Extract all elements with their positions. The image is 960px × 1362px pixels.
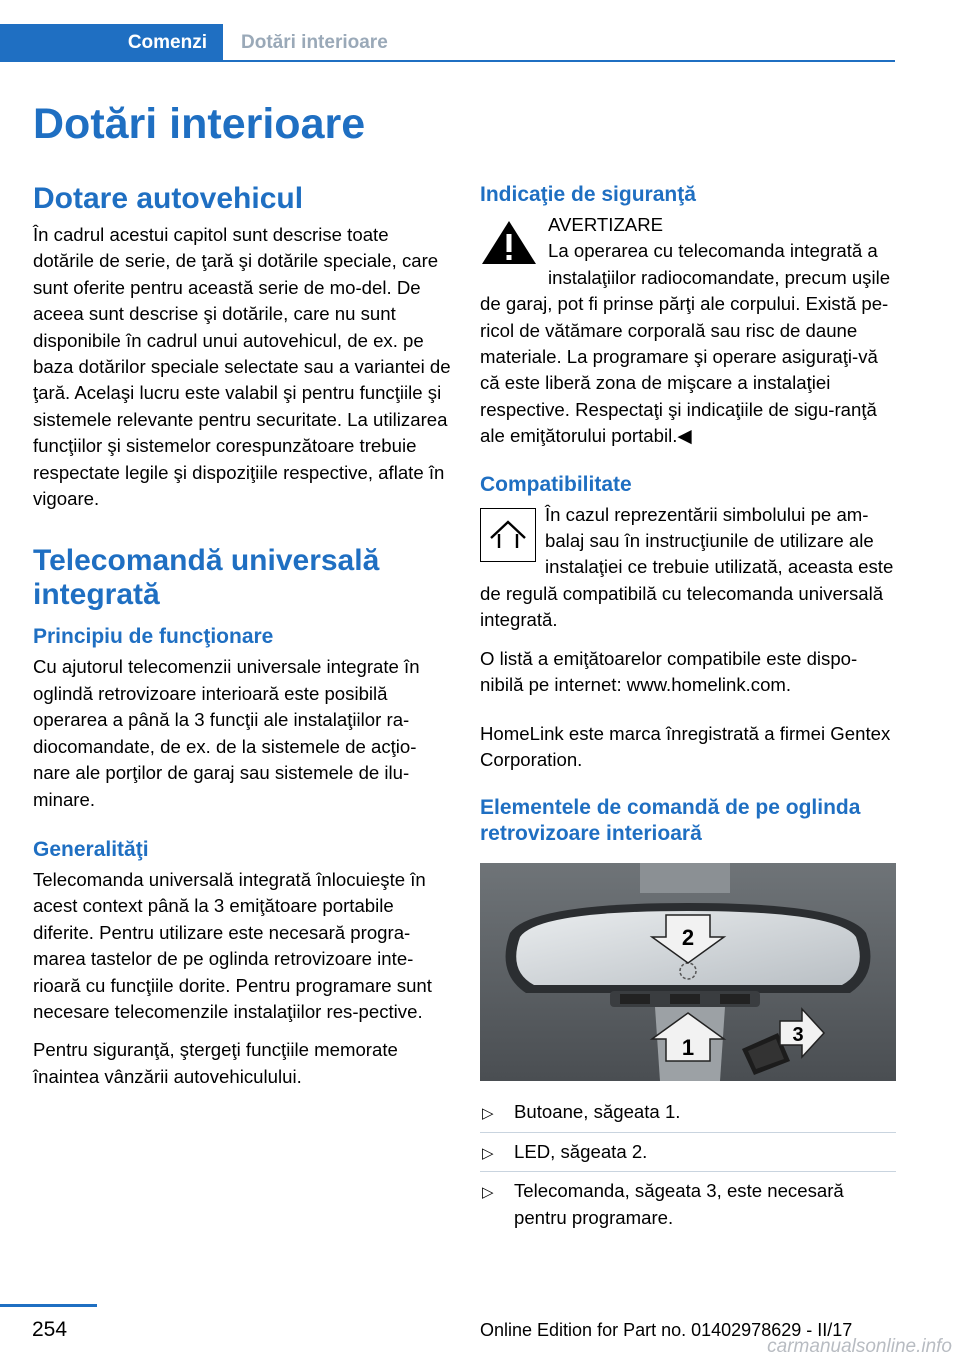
list-item <box>480 1178 896 1231</box>
warning-label: AVERTIZARE <box>548 214 664 235</box>
controls-list <box>480 1099 896 1231</box>
figure-label-3: 3 <box>792 1024 804 1047</box>
paragraph-compat-2: O listă a emiţătoarelor compatibile este dispo‐nibilă pe internet: www.homelink.com. <box>480 647 858 696</box>
subtitle-elemente-comanda: Elementele de comandă de pe oglinda retrovizoare interioară <box>480 796 861 846</box>
page-number: 254 <box>32 1318 68 1341</box>
list-item <box>480 1139 896 1172</box>
list-item-text: Telecomanda, săgeata 3, este necesară pentru programare. <box>514 1180 844 1228</box>
paragraph-generalitati-1: Telecomanda universală integrată înlocuieşte în acest context până la 3 emiţătoare portabile diferite. Pentru utilizare este necesară progra‐marea tastelor de pe oglinda retrovizoare inte‐rioară cu funcţiile dorite. Pentru programare sunt necesare telecomenzile instalaţiilor res‐pective. <box>33 868 432 1022</box>
paragraph-generalitati-2: Pentru siguranţă, ştergeţi funcţiile memorate înaintea vânzării autovehiculului. <box>33 1039 398 1087</box>
subtitle-principiu: Principiu de funcţionare <box>33 625 274 649</box>
right-column <box>480 182 896 1231</box>
edition-text: Online Edition for Part no. 01402978629 - II/17 <box>480 1320 853 1340</box>
warning-triangle-icon <box>480 218 538 266</box>
list-item-text: LED, săgeata 2. <box>514 1140 648 1162</box>
tab-comenzi[interactable]: Comenzi <box>0 24 223 62</box>
section-title-telecomanda: Telecomandă universală integrată <box>33 544 380 612</box>
figure-label-1: 1 <box>681 1035 695 1061</box>
tab-dotari-interioare[interactable]: Dotări interioare <box>241 32 388 53</box>
section-title-dotare: Dotare autovehicul <box>33 182 304 215</box>
list-item-text: Butoane, săgeata 1. <box>514 1101 681 1123</box>
page-title: Dotări interioare <box>33 100 366 148</box>
paragraph-compat-3: HomeLink este marca înregistrată a firmei Gentex Corporation. <box>480 722 891 770</box>
paragraph-principiu: Cu ajutorul telecomenzii universale integrate în oglindă retrovizoare interioară este posibilă operarea a până la 3 funcţii ale instalaţiilor ra‐diocomandate, de ex. de la sistemele de acţio‐nare ale porţilor de garaj sau sistemele de ilu‐minare. <box>33 656 420 810</box>
left-column <box>33 182 451 1090</box>
triangle-bullet-icon: ▷ <box>482 1184 494 1202</box>
triangle-bullet-icon: ▷ <box>482 1144 494 1162</box>
list-item <box>480 1099 896 1132</box>
warning-text: La operarea cu telecomanda integrată a instalaţiilor radiocomandate, precum uşile de garaj, pot fi prinse părţi ale corpului. Există pe‐ricol de vătămare corporală sau risc de daune materiale. La programare şi operare asiguraţi-vă că este liberă zona de mişcare a instalaţiei respective. Respectaţi şi indicaţiile de sigu‐ranţă ale emiţătorului portabil.◀ <box>480 240 891 447</box>
paragraph-compat-1: În cazul reprezentării simbolului pe am‐balaj sau în instrucţiunile de utilizare ale instalaţiei ce trebuie utilizată, aceasta este de regulă compatibilă cu telecomanda universală integrată. <box>480 503 894 631</box>
header-rule <box>0 60 895 62</box>
figure-label-2: 2 <box>681 925 695 951</box>
list-divider <box>480 1132 896 1133</box>
list-divider <box>480 1171 896 1172</box>
watermark: carmanualsonline.info <box>767 1336 952 1357</box>
triangle-bullet-icon: ▷ <box>482 1105 494 1123</box>
footer-rule <box>0 1304 97 1307</box>
mirror-figure <box>480 863 896 1081</box>
subtitle-compatibilitate: Compatibilitate <box>480 472 632 496</box>
homelink-symbol-icon <box>480 508 536 562</box>
subtitle-siguranta: Indicaţie de siguranţă <box>480 183 696 206</box>
paragraph-dotare: În cadrul acestui capitol sunt descrise toate dotările de serie, de ţară şi dotările speciale, care sunt oferite pentru această serie de mo‐del. De aceea sunt descrise şi dotările, care nu sunt disponibile în cadrul unui autovehicul, de ex. pe baza dotărilor speciale selectate sau a variantei de ţară. Acelaşi lucru este valabil şi pentru funcţiile şi sistemele relevante pentru securitate. La utilizarea funcţiilor şi sistemelor corespunzătoare trebuie respectate legile şi dispoziţiile respective, aflate în vigoare. <box>33 224 451 510</box>
subtitle-generalitati: Generalităţi <box>33 837 149 861</box>
